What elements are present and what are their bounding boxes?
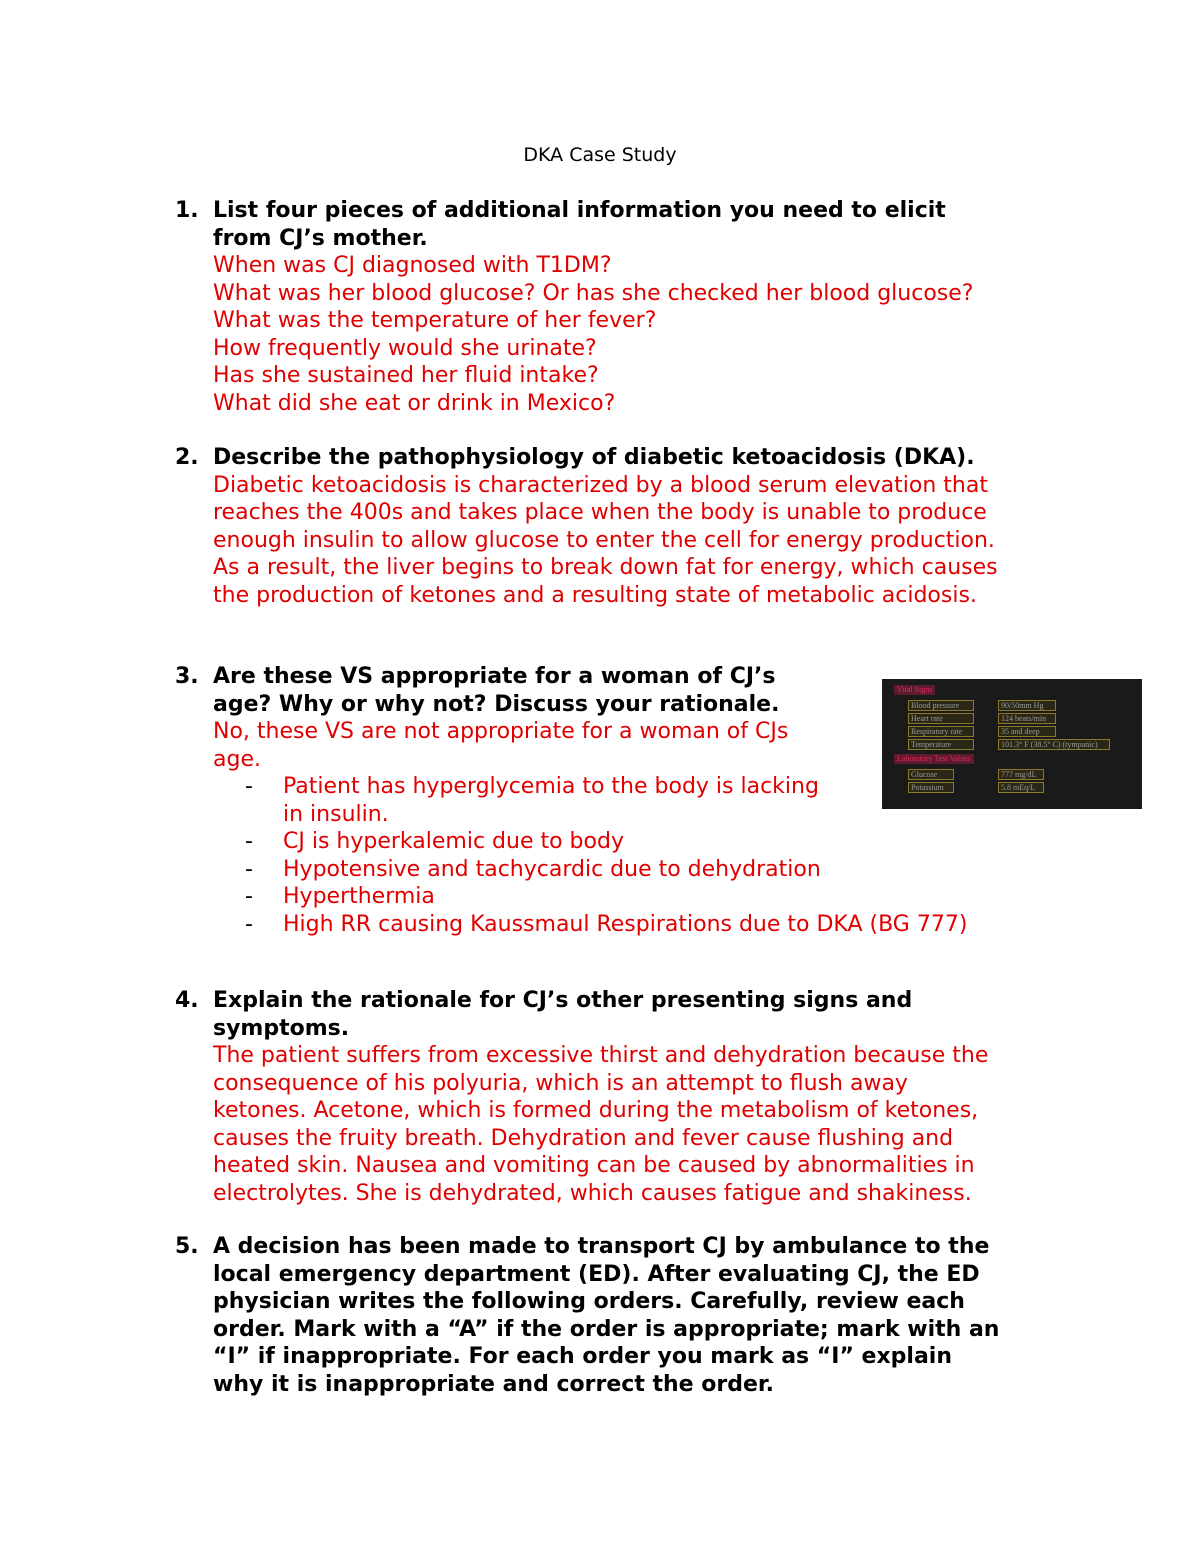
bullet-dash: -: [245, 856, 253, 882]
question-line: physician writes the following orders. Carefully, review each: [213, 1289, 965, 1314]
list-item-line: Hypotensive and tachycardic due to dehydration: [283, 856, 821, 882]
question-line: Are these VS appropriate for a woman of CJ’s: [213, 664, 776, 689]
lab-value: 777 mg/dL: [998, 769, 1044, 780]
lab-value: 5.8 mEq/L: [998, 782, 1044, 793]
question-line: “I” if inappropriate. For each order you mark as “I” explain: [213, 1344, 953, 1369]
list-item-line: Patient has hyperglycemia to the body is lacking: [283, 774, 819, 799]
lab-values-header: Laboratory Test Values: [894, 754, 974, 764]
question-2: [175, 444, 1075, 609]
list-item: [213, 911, 1075, 939]
question-line: Describe the pathophysiology of diabetic ketoacidosis (DKA).: [213, 445, 975, 470]
answer-line: age.: [213, 746, 261, 772]
vital-label: Respiratory rate: [908, 726, 974, 737]
vital-value: 90/50mm Hg: [998, 700, 1056, 711]
list-item-line: in insulin.: [283, 801, 389, 827]
vital-signs-header: Vital Signs: [894, 685, 935, 695]
vital-value: 124 beats/min: [998, 713, 1056, 724]
answer-line: What was her blood glucose? Or has she checked her blood glucose?: [213, 280, 974, 306]
question-number: 5.: [175, 1234, 199, 1259]
question-line: A decision has been made to transport CJ by ambulance to the: [213, 1234, 990, 1259]
answer-line: enough insulin to allow glucose to enter the cell for energy production.: [213, 527, 995, 553]
answer-line: causes the fruity breath. Dehydration and fever cause flushing and: [213, 1125, 954, 1151]
answer: [213, 1042, 1075, 1207]
question-line: from CJ’s mother.: [213, 225, 428, 251]
question-text: [213, 987, 1075, 1042]
answer-line: No, these VS are not appropriate for a woman of CJs: [213, 719, 789, 744]
answer-line: ketones. Acetone, which is formed during the metabolism of ketones,: [213, 1098, 979, 1123]
answer-line: The patient suffers from excessive thirst and dehydration because the: [213, 1043, 989, 1068]
vital-label: Heart rate: [908, 713, 974, 724]
bullet-dash: -: [245, 774, 253, 799]
answer-line: the production of ketones and a resulting state of metabolic acidosis.: [213, 582, 977, 608]
list-item: [213, 856, 1075, 884]
answer-line: consequence of his polyuria, which is an attempt to flush away: [213, 1070, 908, 1096]
answer-line: heated skin. Nausea and vomiting can be caused by abnormalities in: [213, 1153, 975, 1178]
question-4: [175, 987, 1075, 1207]
question-5: [175, 1233, 1075, 1398]
vital-label: Temperature: [908, 739, 974, 750]
vital-value: 101.3° F (38.5° C) (tympanic): [998, 739, 1110, 750]
vital-signs-image: [882, 679, 1142, 809]
vital-label: Blood pressure: [908, 700, 974, 711]
question-text: [213, 197, 1075, 252]
list-item-line: CJ is hyperkalemic due to body: [283, 829, 624, 854]
list-item: [213, 828, 1075, 856]
question-number: 4.: [175, 988, 199, 1013]
answer-line: What was the temperature of her fever?: [213, 308, 657, 333]
bullet-dash: -: [245, 884, 253, 909]
question-number: 2.: [175, 445, 199, 470]
answer-line: reaches the 400s and takes place when the body is unable to produce: [213, 500, 987, 525]
answer-line: When was CJ diagnosed with T1DM?: [213, 253, 612, 278]
answer-line: As a result, the liver begins to break down fat for energy, which causes: [213, 555, 998, 580]
answer: [213, 472, 1075, 610]
bullet-dash: -: [245, 911, 253, 937]
question-1: [175, 197, 1075, 417]
document-title: DKA Case Study: [523, 144, 677, 166]
list-item-line: Hyperthermia: [283, 884, 435, 909]
lab-label: Glucose: [908, 769, 954, 780]
lab-label: Potassium: [908, 782, 954, 793]
question-number: 3.: [175, 664, 199, 689]
question-line: order. Mark with a “A” if the order is appropriate; mark with an: [213, 1316, 1000, 1342]
list-item-line: High RR causing Kaussmaul Respirations due to DKA (BG 777): [283, 911, 968, 937]
answer-line: What did she eat or drink in Mexico?: [213, 390, 616, 416]
bullet-dash: -: [245, 829, 253, 854]
question-line: local emergency department (ED). After evaluating CJ, the ED: [213, 1261, 980, 1287]
question-number: 1.: [175, 198, 199, 223]
question-line: Explain the rationale for CJ’s other presenting signs and: [213, 988, 913, 1013]
question-text: [213, 444, 1075, 472]
question-text: [213, 1233, 1075, 1398]
answer-line: How frequently would she urinate?: [213, 335, 597, 361]
question-line: List four pieces of additional information you need to elicit: [213, 198, 946, 223]
question-line: age? Why or why not? Discuss your rationale.: [213, 691, 780, 717]
question-line: symptoms.: [213, 1015, 350, 1041]
answer-line: electrolytes. She is dehydrated, which causes fatigue and shakiness.: [213, 1180, 972, 1206]
vital-value: 35 and deep: [998, 726, 1056, 737]
list-item: [213, 883, 1075, 911]
answer-line: Diabetic ketoacidosis is characterized by a blood serum elevation that: [213, 472, 988, 498]
question-line: why it is inappropriate and correct the order.: [213, 1371, 774, 1397]
answer: [213, 252, 1075, 417]
answer-line: Has she sustained her fluid intake?: [213, 363, 599, 388]
